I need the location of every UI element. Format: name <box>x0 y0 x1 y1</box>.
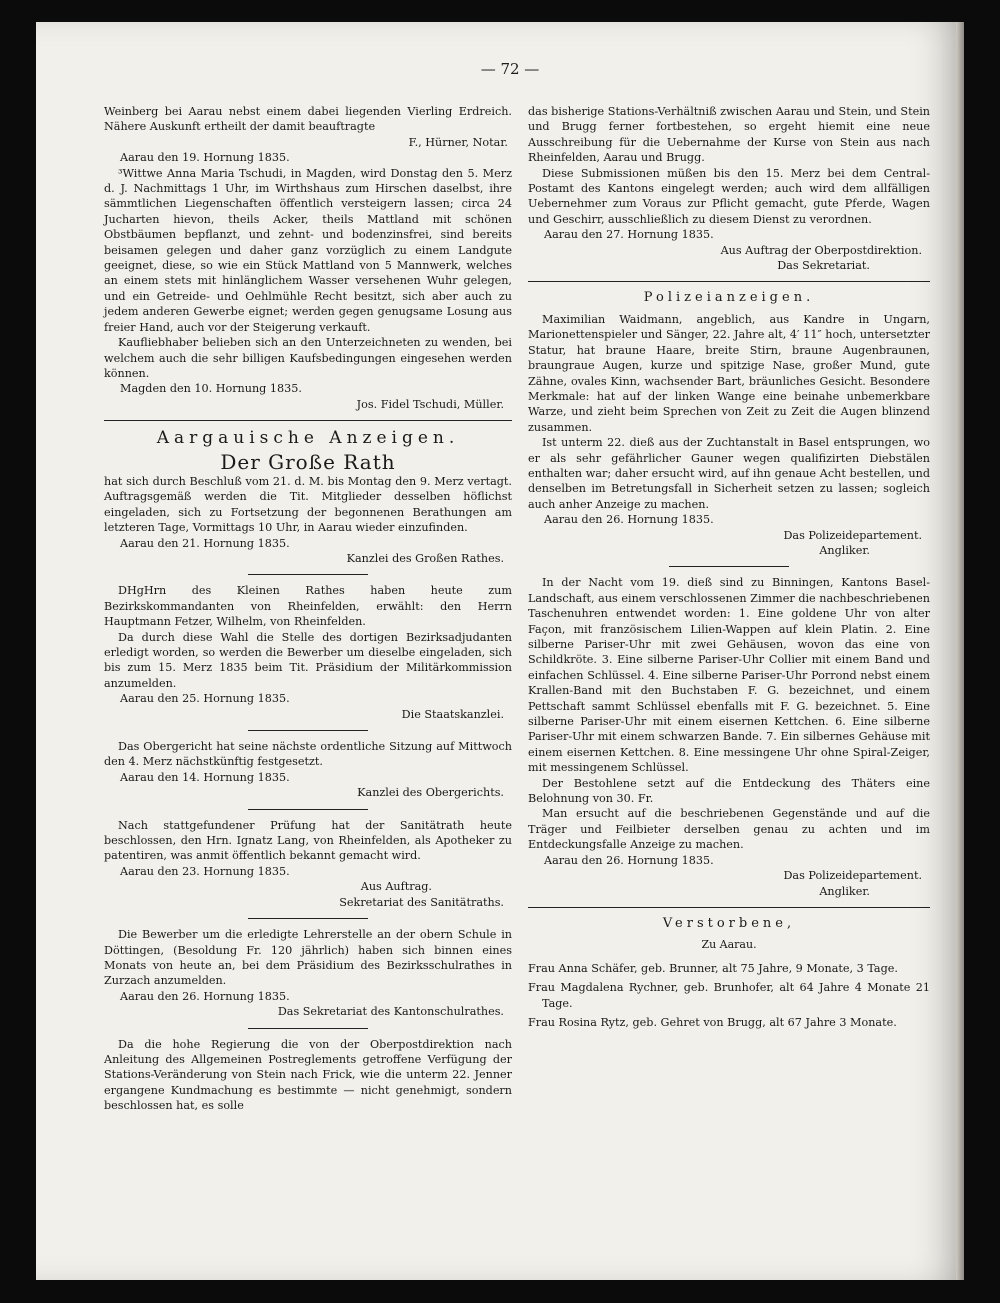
notice-divider <box>248 730 368 731</box>
obergericht-signature: Kanzlei des Obergerichts. <box>357 786 504 800</box>
death-entry: Frau Rosina Rytz, geb. Gehret von Brugg, alt 67 Jahre 3 Monate. <box>528 1015 897 1029</box>
vineyard-notice: Weinberg bei Aarau nebst einem dabei liegenden Vierling Erdreich. Nähere Auskunft ertheilt der damit beauftragte <box>104 105 512 134</box>
watch-theft-signature-line2: Angliker. <box>819 884 870 898</box>
watch-theft-request: Man ersucht auf die beschriebenen Gegenstände und auf die Träger und Feilbieter derselben genau zu achten und im Entdeckungsfalle Anzeige zu machen. <box>528 807 930 852</box>
waidmann-description: Maximilian Waidmann, angeblich, aus Kandre in Ungarn, Marionettenspieler und Sänger, 22. Jahre alt, 4′ 11″ hoch, untersetzter Statur, hat braune Haare, breite Stirn, braune Augenbraunen, braungraue Augen, kurze und spitzige Nase, großer Mund, gute Zähne, ovales Kinn, wachsender Bart, bräunliches Gesicht. Besondere Merkmale: hat auf der linken Wange eine beinahe unbemerkbare Warze, und zieht beim Sprechen von Zeit zu Zeit die Augen blinzend zusammen. <box>528 312 930 434</box>
sanitaetrath-notice: Nach stattgefundener Prüfung hat der Sanitätrath heute beschlossen, den Hrn. Ignatz Lang, von Rheinfelden, als Apotheker zu patentiren, was anmit öffentlich bekannt gemacht wird. <box>104 818 512 863</box>
postdirektion-signature-line1: Aus Auftrag der Oberpostdirektion. <box>720 243 922 257</box>
page-edge-shadow <box>956 22 964 1280</box>
heading-grosse-rath: Der Große Rath <box>220 449 396 474</box>
kommandant-notice: DHgHrn des Kleinen Rathes haben heute zum Bezirkskommandanten von Rheinfelden, erwählt: den Herrn Hauptmann Fetzer, Wilhelm, von Rheinfelden. <box>104 584 512 629</box>
adjudant-notice: Da durch diese Wahl die Stelle des dortigen Bezirksadjudanten erledigt worden, so werden die Bewerber um dieselbe eingeladen, sich bis zum 15. Merz 1835 beim Tit. Präsidium der Militärkommission anzumelden. <box>104 630 512 690</box>
notice-divider <box>248 574 368 575</box>
obergericht-notice: Das Obergericht hat seine nächste ordentliche Sitzung auf Mittwoch den 4. Merz nächstkünftig festgesetzt. <box>104 740 512 769</box>
lehrerstelle-notice: Die Bewerber um die erledigte Lehrerstelle an der obern Schule in Döttingen, (Besoldung Fr. 120 jährlich) haben sich binnen eines Monats von heute an, bei dem Präsidium des Bezirksschulrathes in Zurzach anzumelden. <box>104 928 512 988</box>
watch-theft-reward: Der Bestohlene setzt auf die Entdeckung des Thäters eine Belohnung von 30. Fr. <box>528 776 930 806</box>
waidmann-signature-line2: Angliker. <box>819 543 870 557</box>
waidmann-signature-line1: Das Polizeidepartement. <box>783 528 922 542</box>
deaths-place: Zu Aarau. <box>701 938 757 952</box>
postdirektion-notice-continued: das bisherige Stations-Verhältniß zwischen Aarau und Stein, und Stein und Brugg ferner fortbestehen, so ergeht hiemit eine neue Ausschreibung für die Uebernahme der Kurse von Stein aus nach Rheinfelden, Aarau und Brugg. <box>528 105 930 165</box>
section-title-aargau: Aargauische Anzeigen. <box>156 428 460 449</box>
vineyard-notice-signature: F., Hürner, Notar. <box>408 135 508 149</box>
tschudi-auction-buyers: Kaufliebhaber belieben sich an den Unterzeichneten zu wenden, bei welchem auch die sehr billigen Kaufsbedingungen eingesehen werden können. <box>104 336 512 380</box>
page-number: — 72 — <box>480 60 540 78</box>
notice-divider <box>248 918 368 919</box>
section-divider <box>528 281 930 282</box>
grosse-rath-date: Aarau den 21. Hornung 1835. <box>120 536 290 550</box>
tschudi-auction-signature: Jos. Fidel Tschudi, Müller. <box>356 397 504 411</box>
postdirektion-notice: Da die hohe Regierung die von der Oberpostdirektion nach Anleitung des Allgemeinen Postreglements getroffene Verfügung der Stations-Veränderung von Stein nach Frick, wie die unterm 22. Jenner ergangene Kundmachung es bestimmte — nicht genehmigt, sondern beschlossen hat, es solle <box>104 1037 512 1113</box>
staatskanzlei-date: Aarau den 25. Hornung 1835. <box>120 692 290 706</box>
watch-theft-date: Aarau den 26. Hornung 1835. <box>544 853 714 867</box>
grosse-rath-signature: Kanzlei des Großen Rathes. <box>346 551 504 565</box>
sanitaetrath-date: Aarau den 23. Hornung 1835. <box>120 864 290 878</box>
left-column <box>104 104 512 1114</box>
vineyard-notice-date: Aarau den 19. Hornung 1835. <box>120 151 290 165</box>
tschudi-auction-notice: ³Wittwe Anna Maria Tschudi, in Magden, wird Donstag den 5. Merz d. J. Nachmittags 1 Uhr, im Wirthshaus zum Hirschen daselbst, ihre sämmtlichen Liegenschaften öffentlich versteigern lassen; circa 24 Jucharten hievon, theils Acker, theils Mattland mit schönen Obstbäumen bepflanzt, und zehnt- und bodenzinsfrei, sind bereits beisamen gelegen und daher ganz vorzüglich zu einem Landgute geeignet, diese, so wie ein Stück Mattland von 5 Mannwerk, welches an einem stets mit hinlänglichem Wasser versehenen Wuhr gelegen, und ein Getreide- und Oehlmühle Recht besitzt, sich aber auch zu jedem anderen Gewerbe eignet; werden gegen genugsame Losung aus freier Hand, auch vor der Steigerung verkauft. <box>104 166 512 334</box>
staatskanzlei-signature: Die Staatskanzlei. <box>401 707 504 721</box>
death-entry: Frau Anna Schäfer, geb. Brunner, alt 75 Jahre, 9 Monate, 3 Tage. <box>528 961 898 975</box>
waidmann-date: Aarau den 26. Hornung 1835. <box>544 513 714 527</box>
sanitaetrath-signature-line1: Aus Auftrag. <box>360 880 432 894</box>
section-divider <box>528 907 930 908</box>
grosse-rath-notice: hat sich durch Beschluß vom 21. d. M. bis Montag den 9. Merz vertagt. Auftragsgemäß werden die Tit. Mitglieder desselben höflichst eingeladen, sich zu Fortsetzung der begonnenen Berathungen am letzteren Tage, Vormittags 10 Uhr, in Aarau wieder einzufinden. <box>104 474 512 535</box>
section-title-police: Polizeianzeigen. <box>643 290 815 306</box>
watch-theft-notice: In der Nacht vom 19. dieß sind zu Binningen, Kantons Basel-Landschaft, aus einem verschlossenen Zimmer die nachbeschriebenen Taschenuhren entwendet worden: 1. Eine goldene Uhr von alter Façon, mit französischem Lilien-Wappen auf klein Platin. 2. Eine silberne Pariser-Uhr mit zwei Gehäusen, wovon das eine von Schildkröte. 3. Eine silberne Pariser-Uhr Collier mit einem Band und einfachen Schlüssel. 4. Eine silberne Pariser-Uhr Porrond nebst einem Krallen-Band mit den Buchstaben F. G. bezeichnet, und einem Pettschaft sammt Schlüssel ebenfalls mit F. G. bezeichnet. 5. Eine silberne Pariser-Uhr mit einem eisernen Kettchen. 6. Eine silberne Pariser-Uhr mit einem schwarzen Bande. 7. Ein silbernes Gehäuse mit einem eisernen Kettchen. 8. Eine messingene Uhr ohne Spiral-Zeiger, mit messingenem Schlüssel. <box>528 576 930 775</box>
lehrerstelle-signature: Das Sekretariat des Kantonschulrathes. <box>277 1005 504 1019</box>
section-title-deaths: Verstorbene, <box>662 915 796 931</box>
notice-divider <box>669 566 789 567</box>
notice-divider <box>248 809 368 810</box>
sanitaetrath-signature-line2: Sekretariat des Sanitätraths. <box>339 895 504 909</box>
postdirektion-date: Aarau den 27. Hornung 1835. <box>544 228 714 242</box>
waidmann-escape-notice: Ist unterm 22. dieß aus der Zuchtanstalt in Basel entsprungen, wo er als sehr gefährlicher Gauner wegen qualifizirten Diebstälen enthalten war; daher ersucht wird, auf ihn genaue Acht bestellen, und denselben im Betretungsfall in Sicherheit setzen zu lassen; sogleich auch anher Anzeige zu machen. <box>528 436 930 511</box>
right-column <box>528 104 930 1030</box>
death-entry: Frau Magdalena Rychner, geb. Brunhofer, alt 64 Jahre 4 Monate 21 Tage. <box>528 981 930 1010</box>
lehrerstelle-date: Aarau den 26. Hornung 1835. <box>120 989 290 1003</box>
obergericht-date: Aarau den 14. Hornung 1835. <box>120 770 290 784</box>
notice-divider <box>248 1028 368 1029</box>
submission-notice: Diese Submissionen müßen bis den 15. Merz bei dem Central-Postamt des Kantons eingelegt werden; auch wird dem allfälligen Uebernehmer zum Voraus zur Pflicht gemacht, gute Pferde, Wagen und Geschirr, ausschließlich zu diesem Dienst zu verordnen. <box>528 166 930 226</box>
section-divider <box>104 420 512 421</box>
watch-theft-signature-line1: Das Polizeidepartement. <box>783 869 922 883</box>
tschudi-auction-date: Magden den 10. Hornung 1835. <box>120 382 302 396</box>
postdirektion-signature-line2: Das Sekretariat. <box>777 259 870 273</box>
